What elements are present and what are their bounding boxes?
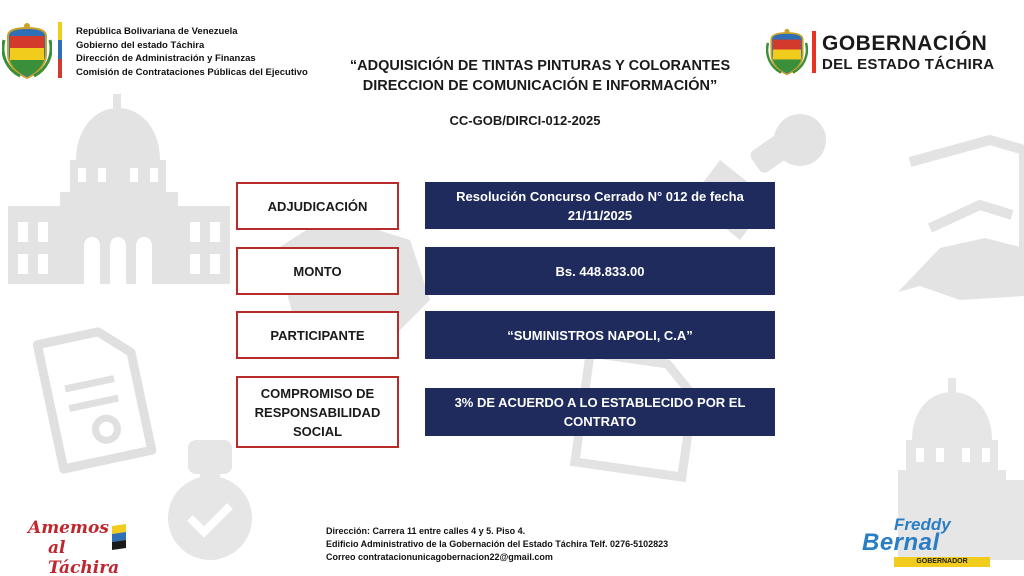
footer-email: Correo contratacionunicagobernacion22@gmail.com	[326, 552, 553, 562]
amemos-line-1: Amemos	[28, 518, 109, 538]
gov-line: Comisión de Contrataciones Públicas del Ejecutivo	[76, 66, 308, 78]
gov-line: Gobierno del estado Táchira	[76, 39, 205, 51]
state-seal-icon	[766, 28, 808, 76]
gobernacion-logo	[766, 28, 994, 76]
value-adjudicacion: Resolución Concurso Cerrado N° 012 de fecha 21/11/2025	[425, 182, 775, 229]
document-title	[300, 56, 780, 96]
brand-line-2: DEL ESTADO TÁCHIRA	[822, 55, 995, 73]
stamp-icon	[168, 440, 252, 560]
fb-line-3: GOBERNADOR	[894, 557, 990, 567]
title-line-1: “ADQUISICIÓN DE TINTAS PINTURAS Y COLORANTES	[349, 58, 731, 74]
handshake-icon-right	[898, 140, 1024, 300]
government-header	[2, 22, 308, 80]
label-compromiso: COMPROMISO DE RESPONSABILIDAD SOCIAL	[236, 376, 399, 448]
label-adjudicacion: ADJUDICACIÓN	[236, 182, 399, 230]
fb-line-1: Freddy	[894, 515, 951, 534]
procurement-code: CC-GOB/DIRCI-012-2025	[449, 113, 601, 128]
value-monto: Bs. 448.833.00	[425, 247, 775, 295]
document-icon	[37, 326, 151, 469]
value-compromiso: 3% DE ACUERDO A LO ESTABLECIDO POR EL CONTRATO	[425, 388, 775, 436]
amemos-tachira-logo	[28, 518, 138, 576]
government-lines	[76, 25, 308, 79]
brand-bar	[812, 31, 816, 73]
gov-line: República Bolivariana de Venezuela	[76, 26, 238, 37]
brand-line-1: GOBERNACIÓN	[822, 31, 988, 55]
label-participante: PARTICIPANTE	[236, 311, 399, 359]
label-monto: MONTO	[236, 247, 399, 295]
title-line-2: DIRECCION DE COMUNICACIÓN E INFORMACIÓN”	[362, 78, 718, 94]
amemos-line-2: al Táchira	[48, 538, 120, 576]
fb-line-2: Bernal	[862, 529, 940, 556]
footer-address: Dirección: Carrera 11 entre calles 4 y 5. Piso 4.	[326, 526, 526, 536]
header-divider	[58, 22, 62, 78]
value-participante: “SUMINISTROS NAPOLI, C.A”	[425, 311, 775, 359]
state-seal-icon	[2, 22, 52, 80]
freddy-bernal-logo	[856, 515, 998, 567]
footer-building: Edificio Administrativo de la Gobernación del Estado Táchira Telf. 0276-5102823	[326, 539, 669, 549]
gov-line: Dirección de Administración y Finanzas	[76, 53, 256, 64]
footer-contact	[326, 525, 668, 564]
